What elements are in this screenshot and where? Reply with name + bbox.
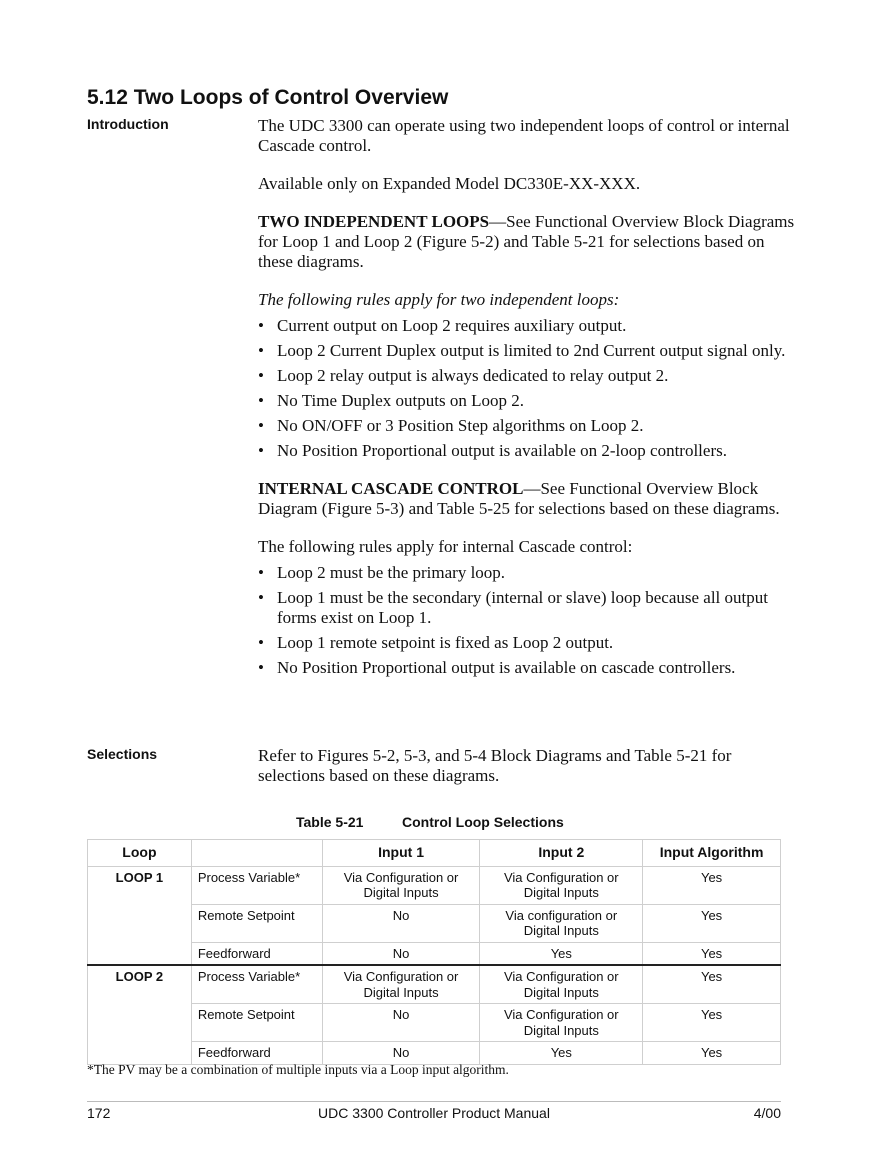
model-availability-note: Available only on Expanded Model DC330E-XX-XXX. <box>258 174 641 193</box>
table-row <box>88 1042 781 1065</box>
cascade-paragraph <box>258 479 798 519</box>
loop-name-cell: LOOP 2 <box>88 965 192 1064</box>
list-item: • No Position Proportional output is available on 2-loop controllers. <box>258 441 798 461</box>
table-cell: Yes <box>480 942 643 965</box>
list-item: • Loop 2 Current Duplex output is limited to 2nd Current output signal only. <box>258 341 798 361</box>
introduction-body <box>258 116 798 683</box>
intro-paragraph: The UDC 3300 can operate using two independent loops of control or internal Cascade control. <box>258 116 790 155</box>
table-cell: Yes <box>643 866 781 904</box>
cascade-text: —See Functional Overview Block Diagram (Figure 5-3) and Table 5-25 for selections based on these diagrams. <box>258 479 780 518</box>
page-number: 172 <box>87 1105 111 1121</box>
two-loops-rules-intro: The following rules apply for two independent loops: <box>258 290 620 309</box>
column-header: Input 1 <box>322 840 480 867</box>
list-item: • No Time Duplex outputs on Loop 2. <box>258 391 798 411</box>
table-cell: Yes <box>643 942 781 965</box>
table-cell: Yes <box>643 1004 781 1042</box>
table-cell: Via Configuration or Digital Inputs <box>480 866 643 904</box>
two-loops-paragraph <box>258 212 798 272</box>
table-row <box>88 965 781 1004</box>
table-cell: Yes <box>643 904 781 942</box>
column-header: Input 2 <box>480 840 643 867</box>
list-item: • No Position Proportional output is available on cascade controllers. <box>258 658 798 678</box>
table-cell: Via Configuration or Digital Inputs <box>322 866 480 904</box>
table-cell: Remote Setpoint <box>191 904 322 942</box>
table-cell: Process Variable* <box>191 866 322 904</box>
list-item: • Loop 1 remote setpoint is fixed as Loop 2 output. <box>258 633 798 653</box>
table-cell: Via configuration or Digital Inputs <box>480 904 643 942</box>
selections-body <box>258 746 798 786</box>
cascade-rules-list <box>258 563 798 678</box>
cascade-rules-intro: The following rules apply for internal Cascade control: <box>258 537 633 556</box>
table-cell: No <box>322 1042 480 1065</box>
cascade-heading: INTERNAL CASCADE CONTROL <box>258 479 524 498</box>
table-cell: Remote Setpoint <box>191 1004 322 1042</box>
table-cell: Yes <box>643 1042 781 1065</box>
control-loop-selections-table <box>87 839 781 1065</box>
column-header: Loop <box>88 840 192 867</box>
table-cell: Feedforward <box>191 1042 322 1065</box>
list-item: • Loop 2 must be the primary loop. <box>258 563 798 583</box>
two-loops-text: —See Functional Overview Block Diagrams for Loop 1 and Loop 2 (Figure 5-2) and Table 5-21 for selections based on these diagrams. <box>258 212 795 271</box>
table-cell: No <box>322 904 480 942</box>
table-cell: Yes <box>643 965 781 1004</box>
two-loops-heading: TWO INDEPENDENT LOOPS <box>258 212 490 231</box>
table-row <box>88 942 781 965</box>
table-cell: Feedforward <box>191 942 322 965</box>
table-caption <box>296 814 564 830</box>
table-row <box>88 866 781 904</box>
selections-text: Refer to Figures 5-2, 5-3, and 5-4 Block Diagrams and Table 5-21 for selections based on these diagrams. <box>258 746 732 785</box>
section-title: 5.12 Two Loops of Control Overview <box>87 86 449 109</box>
column-header <box>191 840 322 867</box>
two-loops-rules-list <box>258 316 798 461</box>
table-cell: Via Configuration or Digital Inputs <box>480 965 643 1004</box>
footer-divider <box>87 1101 781 1102</box>
table-title: Control Loop Selections <box>402 814 564 830</box>
selections-label: Selections <box>87 746 158 762</box>
introduction-label: Introduction <box>87 116 169 132</box>
table-row <box>88 904 781 942</box>
loop-name-cell: LOOP 1 <box>88 866 192 965</box>
list-item: • Current output on Loop 2 requires auxiliary output. <box>258 316 798 336</box>
table-row <box>88 1004 781 1042</box>
table-cell: No <box>322 1004 480 1042</box>
table-cell: No <box>322 942 480 965</box>
table-cell: Yes <box>480 1042 643 1065</box>
manual-title: UDC 3300 Controller Product Manual <box>318 1105 550 1121</box>
table-footnote: *The PV may be a combination of multiple inputs via a Loop input algorithm. <box>87 1062 509 1077</box>
list-item: • Loop 2 relay output is always dedicated to relay output 2. <box>258 366 798 386</box>
table-cell: Via Configuration or Digital Inputs <box>480 1004 643 1042</box>
list-item: • No ON/OFF or 3 Position Step algorithms on Loop 2. <box>258 416 798 436</box>
table-cell: Via Configuration or Digital Inputs <box>322 965 480 1004</box>
column-header: Input Algorithm <box>643 840 781 867</box>
table-cell: Process Variable* <box>191 965 322 1004</box>
table-number: Table 5-21 <box>296 814 364 830</box>
list-item: • Loop 1 must be the secondary (internal or slave) loop because all output forms exist on Loop 1. <box>258 588 798 628</box>
publication-date: 4/00 <box>753 1105 781 1121</box>
table-header-row <box>88 840 781 867</box>
